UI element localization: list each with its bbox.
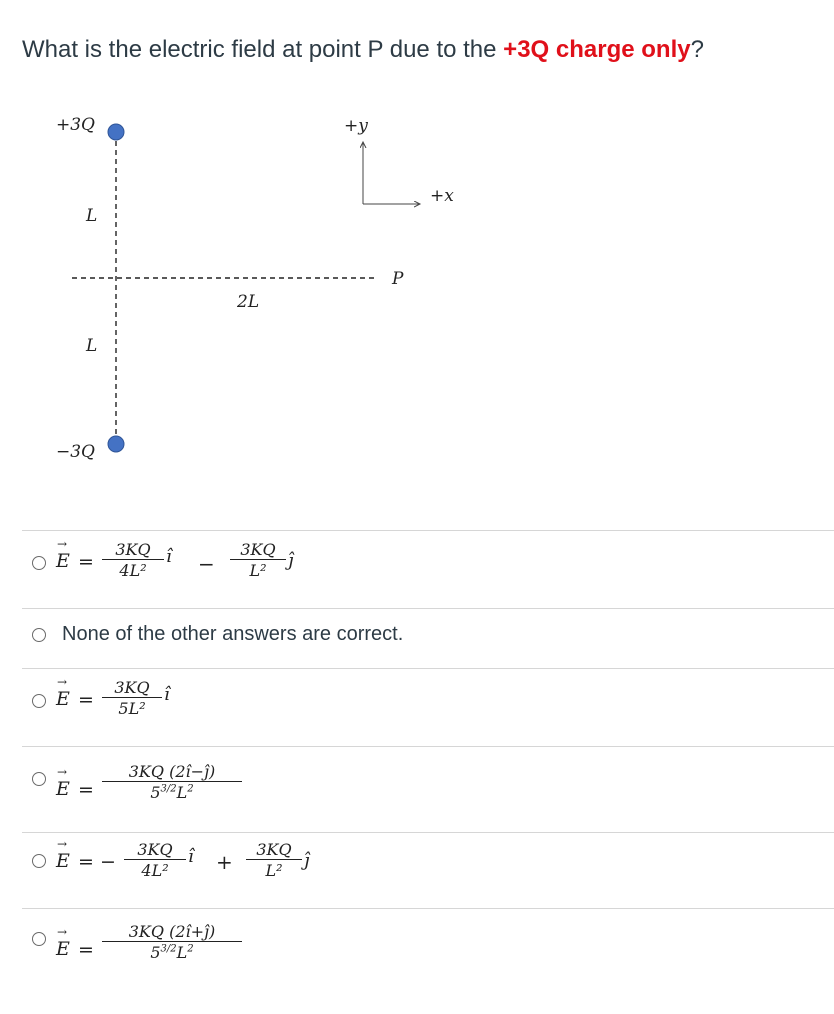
radio-button[interactable] [32, 932, 46, 946]
vector-E: → E [56, 550, 70, 572]
denominator: $5^{3/2}L^2$ [102, 941, 242, 962]
fraction [102, 762, 242, 802]
fraction-1 [124, 840, 186, 880]
numerator: 3KQ [137, 840, 173, 859]
radio-button[interactable] [32, 694, 46, 708]
numerator: 3KQ [115, 540, 151, 559]
unit-vector-i: î [166, 546, 172, 567]
fraction [102, 922, 242, 962]
charge-diagram [0, 100, 520, 480]
numerator: 3KQ [114, 678, 150, 697]
x-axis-label: +x [430, 186, 454, 206]
numerator: 3KQ (2î−ĵ) [128, 762, 216, 781]
vector-E: → E [56, 938, 70, 960]
bottom-charge-dot [108, 436, 124, 452]
equals-sign: = [78, 779, 94, 801]
equals-sign: = − [78, 851, 116, 873]
numerator: 3KQ [256, 840, 292, 859]
y-axis-label: +y [344, 116, 368, 136]
question-suffix: ? [690, 36, 704, 63]
equals-sign: = [78, 689, 94, 711]
top-charge-dot [108, 124, 124, 140]
option-2-text: None of the other answers are correct. [62, 623, 404, 645]
fraction-2 [230, 540, 286, 580]
option-3-formula [56, 672, 356, 742]
divider [22, 530, 834, 531]
option-1-formula [56, 534, 456, 604]
option-6-formula [56, 912, 356, 982]
answer-option-5[interactable] [22, 836, 834, 906]
operator: + [216, 850, 233, 874]
answer-option-6[interactable] [22, 912, 834, 982]
denominator: L² [246, 859, 302, 880]
bottom-charge-label: −3Q [56, 442, 95, 462]
lower-L-label: L [86, 336, 98, 356]
equals-sign: = [78, 939, 94, 961]
operator: − [198, 552, 215, 576]
answer-option-3[interactable] [22, 672, 834, 742]
denominator: 4L² [102, 559, 164, 580]
top-charge-label: +3Q [56, 115, 95, 135]
fraction [102, 678, 162, 718]
question-prefix: What is the electric field at point P due to the [22, 36, 504, 63]
divider [22, 908, 834, 909]
divider [22, 668, 834, 669]
radio-button[interactable] [32, 772, 46, 786]
option-4-formula [56, 752, 356, 822]
unit-vector-j: ĵ [288, 550, 294, 571]
denominator: L² [230, 559, 286, 580]
answer-option-4[interactable] [22, 752, 834, 822]
question-highlight: +3Q charge only [503, 36, 691, 63]
radio-button[interactable] [32, 628, 46, 642]
radio-button[interactable] [32, 556, 46, 570]
point-P-label: P [392, 269, 404, 289]
vector-E: → E [56, 850, 70, 872]
denominator: 4L² [124, 859, 186, 880]
option-5-formula [56, 836, 456, 906]
vector-E: → E [56, 688, 70, 710]
divider [22, 832, 834, 833]
divider [22, 746, 834, 747]
divider [22, 608, 834, 609]
unit-vector-i: î [164, 684, 170, 705]
answer-option-2[interactable] [22, 612, 834, 668]
vector-E: → E [56, 778, 70, 800]
numerator: 3KQ [240, 540, 276, 559]
answer-option-1[interactable] [22, 534, 834, 604]
denominator: $5^{3/2}L^2$ [102, 781, 242, 802]
equals-sign: = [78, 551, 94, 573]
fraction-2 [246, 840, 302, 880]
upper-L-label: L [86, 206, 98, 226]
denominator: 5L² [102, 697, 162, 718]
numerator: 3KQ (2î+ĵ) [128, 922, 216, 941]
distance-label: 2L [237, 292, 260, 312]
radio-button[interactable] [32, 854, 46, 868]
fraction-1 [102, 540, 164, 580]
unit-vector-i: î [188, 846, 194, 867]
unit-vector-j: ĵ [304, 850, 310, 871]
question-text [22, 36, 704, 64]
